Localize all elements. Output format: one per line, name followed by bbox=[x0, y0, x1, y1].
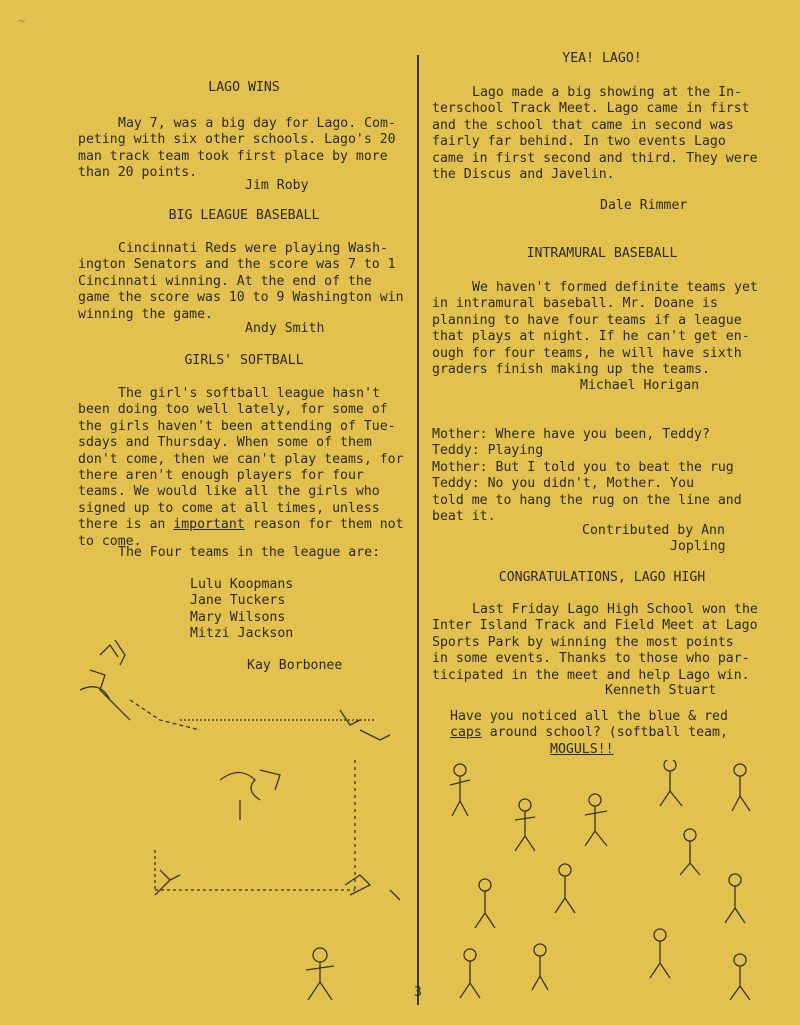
yea-lago-body: Lago made a big showing at the In- terschool Track Meet. Lago came in first and the school that came in second was fairly far behind. In two events Lago came in first second and third. They were the Discus and Javelin. bbox=[432, 85, 758, 183]
caps-line2 bbox=[450, 725, 780, 741]
intramural-byline-wrap bbox=[580, 378, 770, 394]
girls-softball-underlined: important bbox=[173, 517, 245, 533]
girls-softball-body bbox=[78, 386, 410, 550]
intramural-body: We haven't formed definite teams yet in intramural baseball. Mr. Doane is planning to have four teams if a league that plays at night. If he can't get en- ough for four teams, he will have sixth graders finish making up the teams. bbox=[432, 280, 758, 378]
page-number: 3 bbox=[414, 985, 422, 1000]
baseball-field-doodle bbox=[70, 610, 415, 1010]
congrats-heading: CONGRATULATIONS, LAGO HIGH bbox=[498, 570, 706, 585]
congrats-body-wrap bbox=[432, 602, 772, 684]
congrats-byline: Kenneth Stuart bbox=[605, 683, 717, 698]
intramural-body-wrap bbox=[432, 280, 772, 378]
joke-credit-wrap bbox=[582, 523, 772, 556]
teams-intro-wrap bbox=[118, 545, 408, 561]
congrats-body: Last Friday Lago High School won the Inter Island Track and Field Meet at Lago Sports Park by winning the most points in some events. Thanks to those who par- ticipated in the meet and help Lago win. bbox=[432, 602, 758, 683]
joke-line: Teddy: No you didn't, Mother. You bbox=[432, 476, 695, 492]
joke-article bbox=[432, 427, 772, 525]
caps-line1: Have you noticed all the blue & red bbox=[450, 709, 728, 724]
corner-mark: ~ bbox=[18, 14, 26, 28]
joke-credit-line1: Contributed by Ann bbox=[582, 523, 725, 538]
joke-line: beat it. bbox=[432, 509, 496, 525]
big-league-heading: BIG LEAGUE BASEBALL bbox=[168, 208, 320, 223]
caps-note bbox=[450, 709, 780, 758]
joke-line: Mother: But I told you to beat the rug bbox=[432, 459, 734, 475]
caps-line3: MOGULS!! bbox=[550, 741, 614, 757]
intramural-byline: Michael Horigan bbox=[580, 378, 700, 393]
intramural-article bbox=[432, 246, 772, 262]
lago-wins-body: May 7, was a big day for Lago. Com- peting with six other schools. Lago's 20 man track team took first place by more than 20 points. bbox=[78, 116, 396, 181]
joke-line: Mother: Where have you been, Teddy? bbox=[432, 427, 710, 442]
big-league-body-wrap bbox=[78, 241, 410, 323]
team-list-item: Lulu Koopmans bbox=[190, 577, 294, 592]
girls-softball-body-part2: reason for them not to come. bbox=[78, 517, 404, 549]
joke-line: Teddy: Playing bbox=[432, 443, 544, 459]
joke-credit-line2: Jopling bbox=[670, 539, 726, 555]
team-list-item: Mitzi Jackson bbox=[190, 626, 294, 642]
team-list-item: Jane Tuckers bbox=[190, 593, 286, 609]
joke-line: told me to hang the rug on the line and bbox=[432, 492, 742, 508]
lago-wins-heading: LAGO WINS bbox=[208, 80, 280, 95]
girls-softball-byline: Kay Borbonee bbox=[247, 658, 343, 673]
intramural-heading: INTRAMURAL BASEBALL bbox=[526, 246, 678, 261]
congrats-byline-wrap bbox=[605, 683, 775, 699]
big-league-body: Cincinnati Reds were playing Wash- ington Senators and the score was 7 to 1 Cincinnati winning. At the end of the game the score was 10 to 9 Washington win winning the game. bbox=[78, 241, 404, 322]
girls-softball-body-wrap bbox=[78, 386, 410, 550]
teams-intro: The Four teams in the league are: bbox=[118, 545, 381, 560]
girls-softball-heading: GIRLS' SOFTBALL bbox=[184, 353, 304, 368]
stick-figures-doodle bbox=[430, 760, 780, 1010]
yea-lago-article bbox=[432, 51, 772, 67]
team-list-item: Mary Wilsons bbox=[190, 609, 286, 625]
column-divider bbox=[417, 55, 419, 1005]
yea-lago-body-wrap bbox=[432, 85, 772, 183]
caps-line2-rest: around school? (softball team, bbox=[481, 725, 728, 741]
lago-wins-body-wrap bbox=[78, 116, 410, 182]
yea-lago-byline: Dale Rimmer bbox=[600, 198, 688, 213]
lago-wins-byline: Jim Roby bbox=[245, 178, 309, 193]
girls-softball-body-part1: The girl's softball league hasn't been doing too well lately, for some of the girls haven't been attending of Tue- sdays and Thursday. When some of them don't come, then we can't play teams, for there aren't enough players for four teams. We would like all the girls who signed up to come at all times, unless there is an bbox=[78, 386, 404, 533]
big-league-article bbox=[78, 208, 410, 224]
big-league-byline: Andy Smith bbox=[245, 321, 325, 336]
girls-softball-article bbox=[78, 353, 410, 369]
caps-underlined: caps bbox=[450, 725, 482, 741]
yea-lago-byline-wrap bbox=[600, 198, 780, 214]
big-league-byline-wrap bbox=[245, 321, 405, 337]
congrats-article bbox=[432, 570, 772, 586]
lago-wins-byline-wrap bbox=[245, 178, 405, 194]
yea-lago-heading: YEA! LAGO! bbox=[562, 51, 642, 66]
lago-wins-article bbox=[78, 80, 410, 96]
